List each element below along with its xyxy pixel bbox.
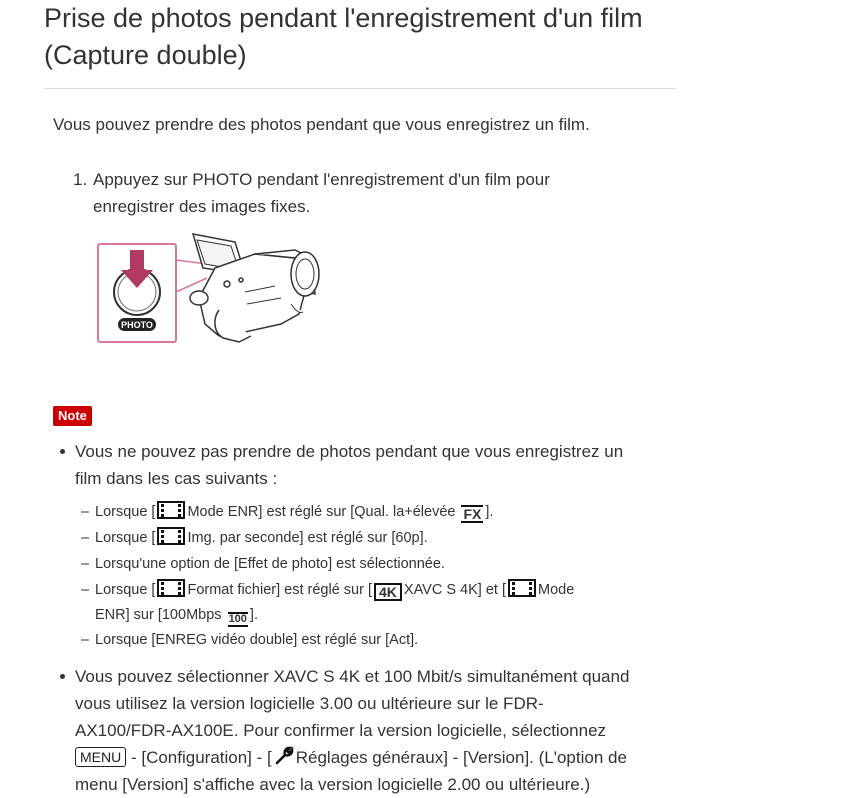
sub-item-frame-rate: – Lorsque [ Img. par seconde] est réglé sur [60p]. [95, 526, 655, 551]
xavc-4k-icon: 4K [374, 583, 402, 601]
page-title-line2: (Capture double) [44, 40, 247, 70]
bitrate-100-icon: 100 [228, 613, 247, 625]
note-bullet-1 [75, 438, 675, 492]
menu-key: MENU [75, 747, 126, 767]
bullet-dot [60, 449, 65, 454]
camcorder-illustration [95, 228, 335, 346]
film-icon [157, 527, 185, 545]
title-divider [44, 88, 676, 89]
film-icon [157, 579, 185, 597]
fx-quality-icon: FX [463, 506, 482, 522]
step-text-line1: Appuyez sur PHOTO pendant l'enregistrement d'un film pour [93, 170, 550, 189]
page-title-line1: Prise de photos pendant l'enregistrement d'un film [44, 3, 643, 33]
page-title [44, 0, 684, 74]
step-number: 1. [73, 170, 88, 189]
sub-item-file-format: – Lorsque [ Format fichier] est réglé sur [ 4K XAVC S 4K] et [ Mode ENR] sur [100Mbps 100 ]. [95, 578, 655, 628]
film-icon [157, 501, 185, 519]
note-bullet-1-line2: film dans les cas suivants : [75, 469, 278, 488]
photo-label: PHOTO [121, 320, 153, 330]
note-bullet-1-line1: Vous ne pouvez pas prendre de photos pendant que vous enregistrez un [75, 442, 624, 461]
step-text-line2: enregistrer des images fixes. [93, 197, 311, 216]
note-badge: Note [53, 406, 92, 426]
sub-item-dual-rec: – Lorsque [ENREG vidéo double] est réglé sur [Act]. [81, 632, 419, 648]
note-bullet-2: Vous pouvez sélectionner XAVC S 4K et 100 Mbit/s simultanément quand vous utilisez la version logicielle 3.00 ou ultérieure sur le FDR- AX100/FDR-AX100E. Pour confirmer la version logicielle, sélectionnez MENU - [Configuration] - [ Réglages généraux] - [Version]. (L'option de menu [Version] s'affiche avec la version logicielle 2.00 ou ultérieure.) [75, 663, 675, 798]
camcorder-photo-button-drawing [95, 228, 335, 346]
step-text [93, 166, 623, 220]
film-icon [508, 579, 536, 597]
sub-item-rec-mode: – Lorsque [ Mode ENR] est réglé sur [Qual. la+élevée FX ]. [95, 500, 655, 525]
intro-paragraph: Vous pouvez prendre des photos pendant que vous enregistrez un film. [53, 115, 590, 134]
bullet-dot [60, 674, 65, 679]
sub-item-photo-effect: – Lorsqu'une option de [Effet de photo] est sélectionnée. [81, 556, 445, 572]
wrench-icon [274, 746, 294, 766]
